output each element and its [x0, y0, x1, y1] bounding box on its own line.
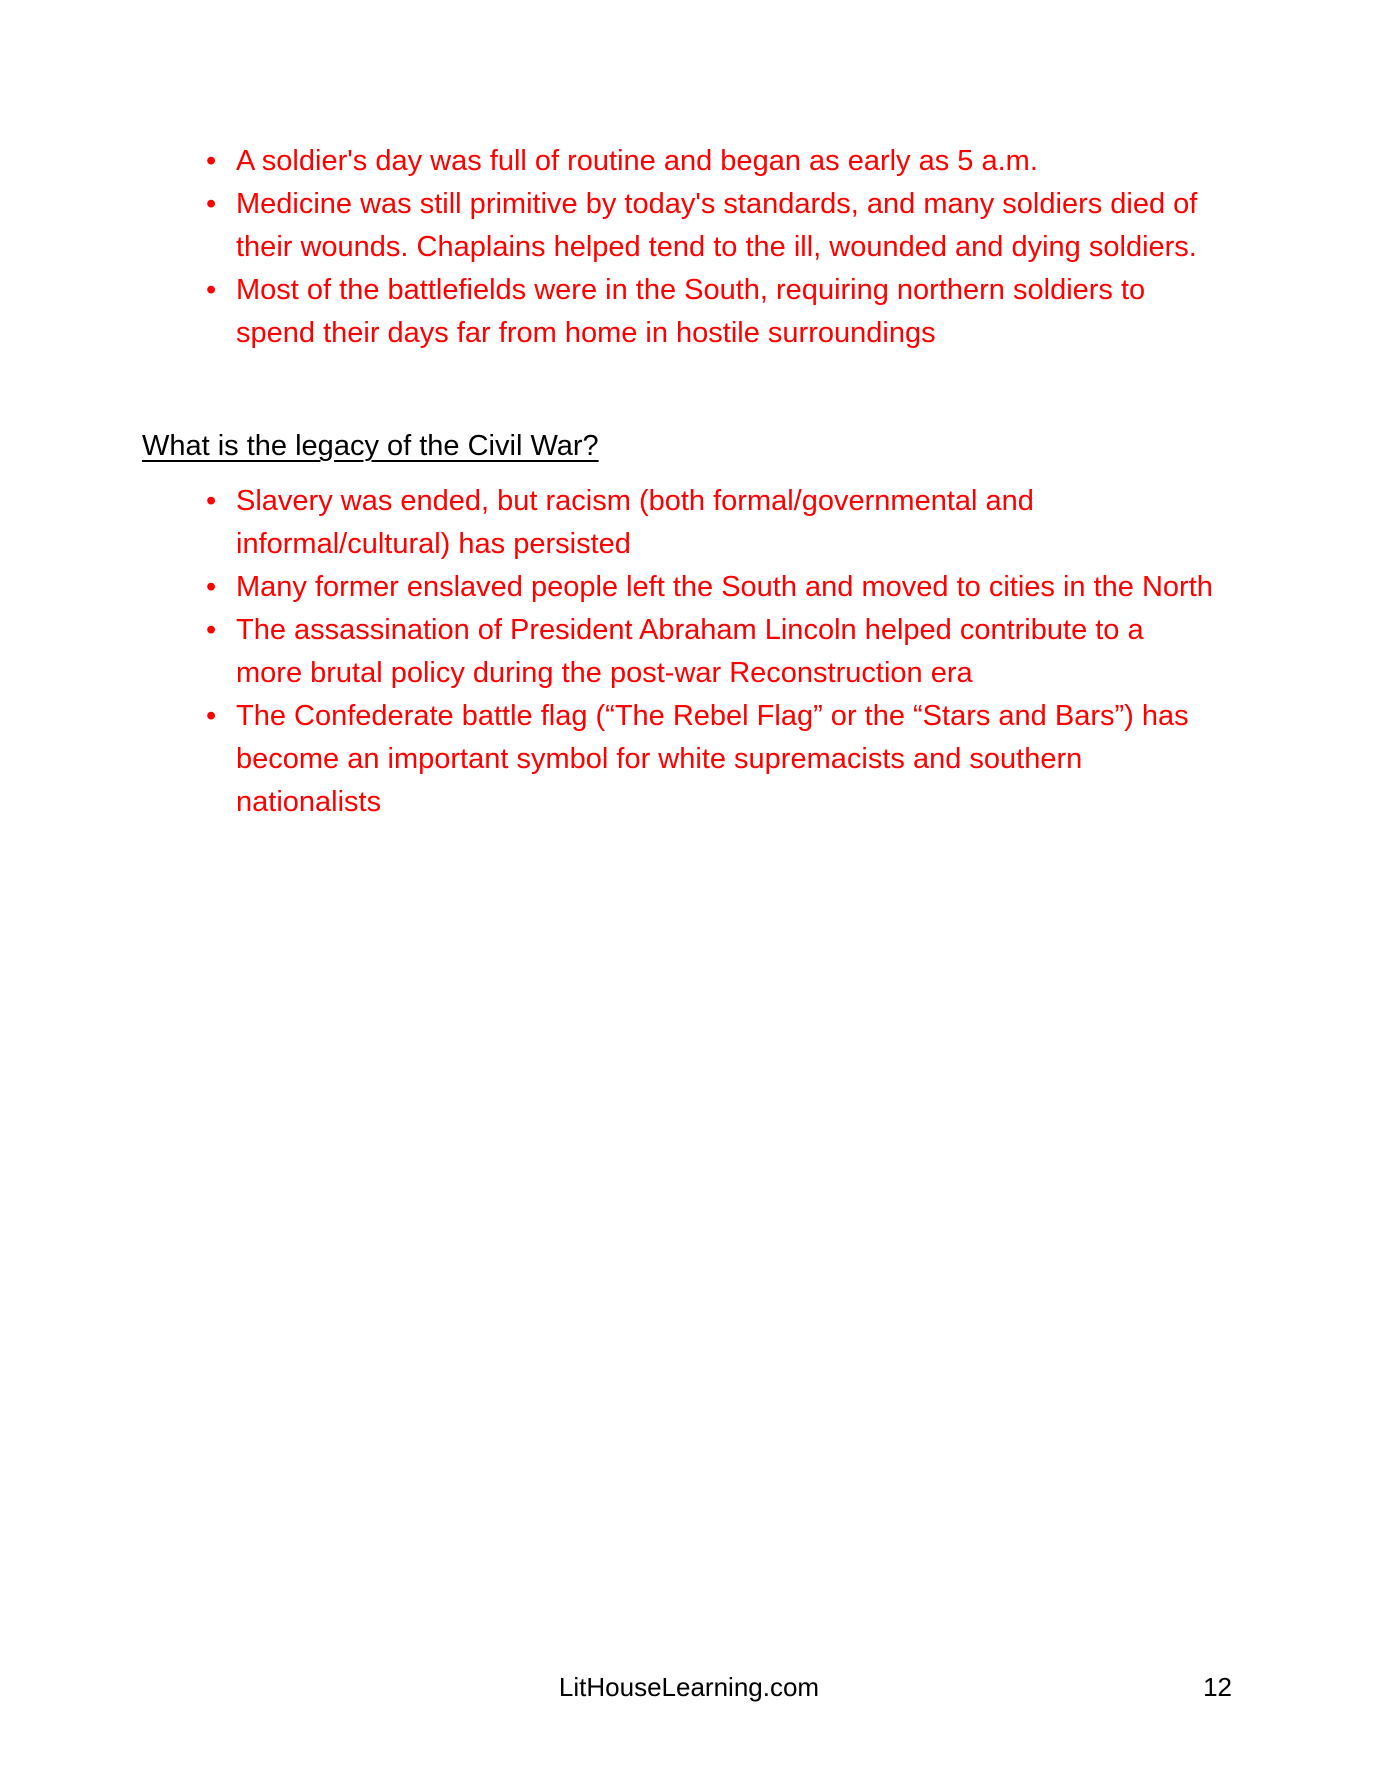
bullet-icon: •: [206, 485, 217, 517]
list-item-text: A soldier's day was full of routine and began as early as 5 a.m.: [236, 145, 1038, 177]
list-item: [206, 566, 1216, 609]
bullet-icon: •: [206, 145, 217, 177]
bullet-icon: •: [206, 274, 217, 306]
section-heading-legacy: What is the legacy of the Civil War?: [142, 430, 599, 462]
footer-website-text: LitHouseLearning.com: [558, 1672, 820, 1702]
list-item-text: The assassination of President Abraham Lincoln helped contribute to a more brutal policy during the post-war Reconstruction era: [236, 614, 1144, 689]
bullet-list-legacy: [142, 480, 1216, 824]
list-item: [206, 480, 1216, 566]
bullet-icon: •: [206, 188, 217, 220]
bullet-icon: •: [206, 614, 217, 646]
list-item: [206, 140, 1216, 183]
list-item-text: The Confederate battle flag (“The Rebel Flag” or the “Stars and Bars”) has become an important symbol for white supremacists and southern nationalists: [236, 700, 1189, 818]
list-item-text: Slavery was ended, but racism (both formal/governmental and informal/cultural) has persisted: [236, 485, 1034, 560]
list-item: [206, 609, 1216, 695]
bullet-list-soldier-life: [142, 140, 1216, 355]
list-item-text: Medicine was still primitive by today's standards, and many soldiers died of their wounds. Chaplains helped tend to the ill, wounded and dying soldiers.: [236, 188, 1198, 263]
list-item-text: Many former enslaved people left the South and moved to cities in the North: [236, 571, 1213, 603]
bullet-icon: •: [206, 700, 217, 732]
bullet-icon: •: [206, 571, 217, 603]
list-item: [206, 695, 1216, 824]
page-footer: [0, 1672, 1378, 1702]
page-number: 12: [1203, 1672, 1232, 1702]
list-item: [206, 183, 1216, 269]
page-content: [0, 0, 1378, 824]
list-item-text: Most of the battlefields were in the South, requiring northern soldiers to spend their days far from home in hostile surroundings: [236, 274, 1146, 349]
list-item: [206, 269, 1216, 355]
